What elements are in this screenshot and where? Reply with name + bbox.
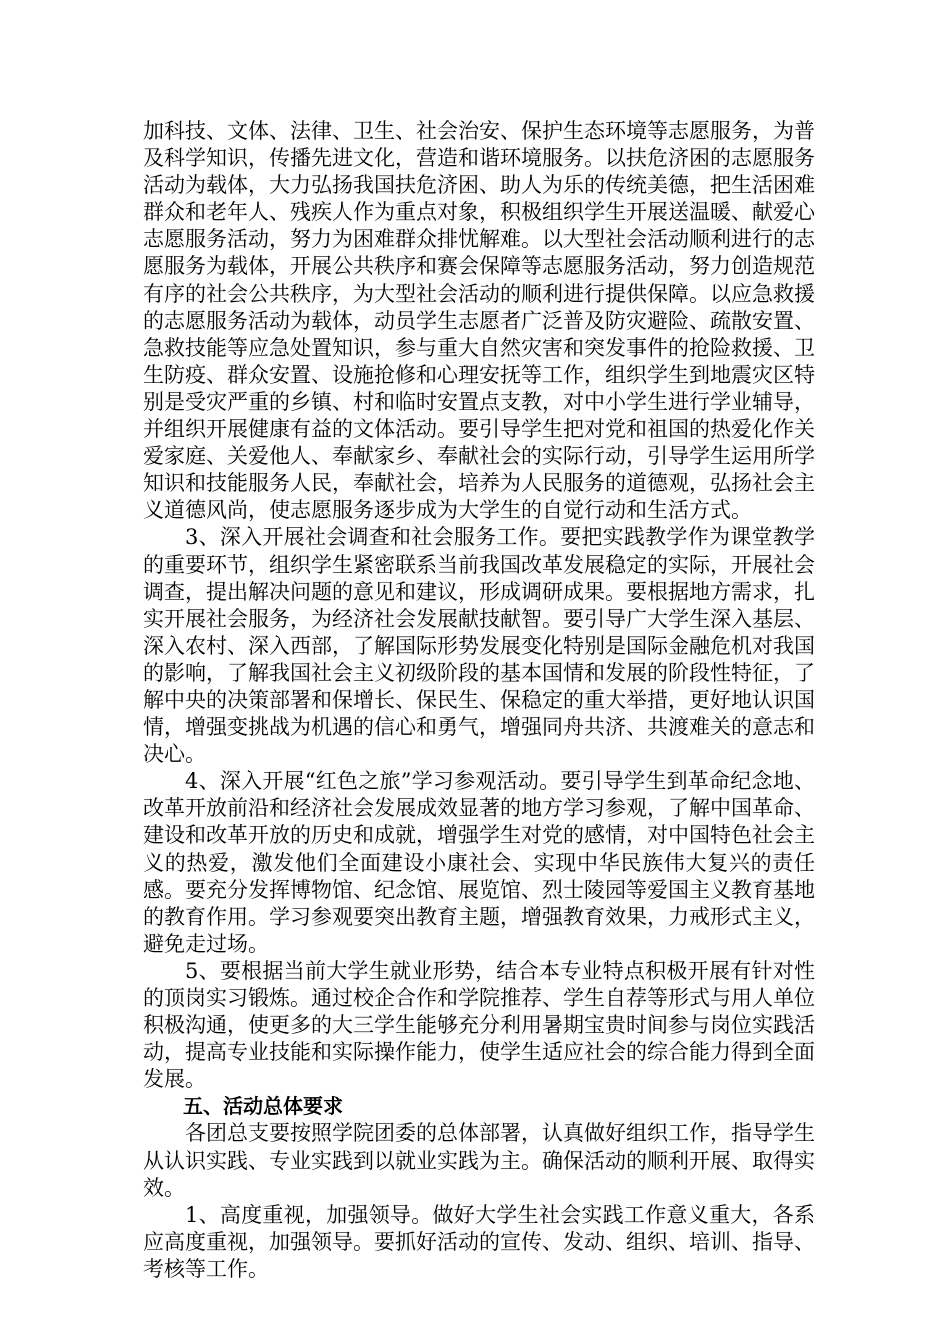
paragraph-item-3-social-survey: 3、深入开展社会调查和社会服务工作。要把实践教学作为课堂教学的重要环节，组织学生紧密联系当前我国改革发展稳定的实际，开展社会调查，提出解决问题的意见和建议，形成调研成果。要根据地方需求，扎实开展社会服务，为经济社会发展献技献智。要引导广大学生深入基层、深入农村、深入西部，了解国际形势发展变化特别是国际金融危机对我国的影响，了解我国社会主义初级阶段的基本国情和发展的阶段性特征，了解中央的决策部署和保增长、保民生、保稳定的重大举措，更好地认识国情，增强变挑战为机遇的信心和勇气，增强同舟共济、共渡难关的意志和决心。 <box>143 525 815 767</box>
paragraph-item-4-red-tour: 4、深入开展“红色之旅”学习参观活动。要引导学生到革命纪念地、改革开放前沿和经济社会发展成效显著的地方学习参观，了解中国革命、建设和改革开放的历史和成就，增强学生对党的感情，对中国特色社会主义的热爱，激发他们全面建设小康社会、实现中华民族伟大复兴的责任感。要充分发挥博物馆、纪念馆、展览馆、烈士陵园等爱国主义教育基地的教育作用。学习参观要突出教育主题，增强教育效果，力戒形式主义，避免走过场。 <box>143 769 815 956</box>
paragraph-item-5-internship: 5、要根据当前大学生就业形势，结合本专业特点积极开展有针对性的顶岗实习锻炼。通过校企合作和学院推荐、学生自荐等形式与用人单位积极沟通，使更多的大三学生能够充分利用暑期宝贵时间参与岗位实践活动，提高专业技能和实际操作能力，使学生适应社会的综合能力得到全面发展。 <box>143 958 815 1092</box>
paragraph-requirement-1-leadership: 1、高度重视，加强领导。做好大学生社会实践工作意义重大，各系应高度重视，加强领导。要抓好活动的宣传、发动、组织、培训、指导、考核等工作。 <box>143 1202 815 1281</box>
section-heading-5: 五、活动总体要求 <box>183 1094 343 1119</box>
document-page <box>143 118 815 1283</box>
paragraph-volunteer-service-continued: 加科技、文体、法律、卫生、社会治安、保护生态环境等志愿服务，为普及科学知识，传播先进文化，营造和谐环境服务。以扶危济困的志愿服务活动为载体，大力弘扬我国扶危济困、助人为乐的传统美德，把生活困难群众和老年人、残疾人作为重点对象，积极组织学生开展送温暖、献爱心志愿服务活动，努力为困难群众排忧解难。以大型社会活动顺利进行的志愿服务为载体，开展公共秩序和赛会保障等志愿服务活动，努力创造规范有序的社会公共秩序，为大型社会活动的顺利进行提供保障。以应急救援的志愿服务活动为载体，动员学生志愿者广泛普及防灾避险、疏散安置、急救技能等应急处置知识，参与重大自然灾害和突发事件的抢险救援、卫生防疫、群众安置、设施抢修和心理安抚等工作，组织学生到地震灾区特别是受灾严重的乡镇、村和临时安置点支教，对中小学生进行学业辅导，并组织开展健康有益的文体活动。要引导学生把对党和祖国的热爱化作关爱家庭、关爱他人、奉献家乡、奉献社会的实际行动，引导学生运用所学知识和技能服务人民，奉献社会，培养为人民服务的道德观，弘扬社会主义道德风尚，使志愿服务逐步成为大学生的自觉行动和生活方式。 <box>143 119 815 523</box>
paragraph-general-requirements: 各团总支要按照学院团委的总体部署，认真做好组织工作，指导学生从认识实践、专业实践到以就业实践为主。确保活动的顺利开展、取得实效。 <box>143 1121 815 1200</box>
